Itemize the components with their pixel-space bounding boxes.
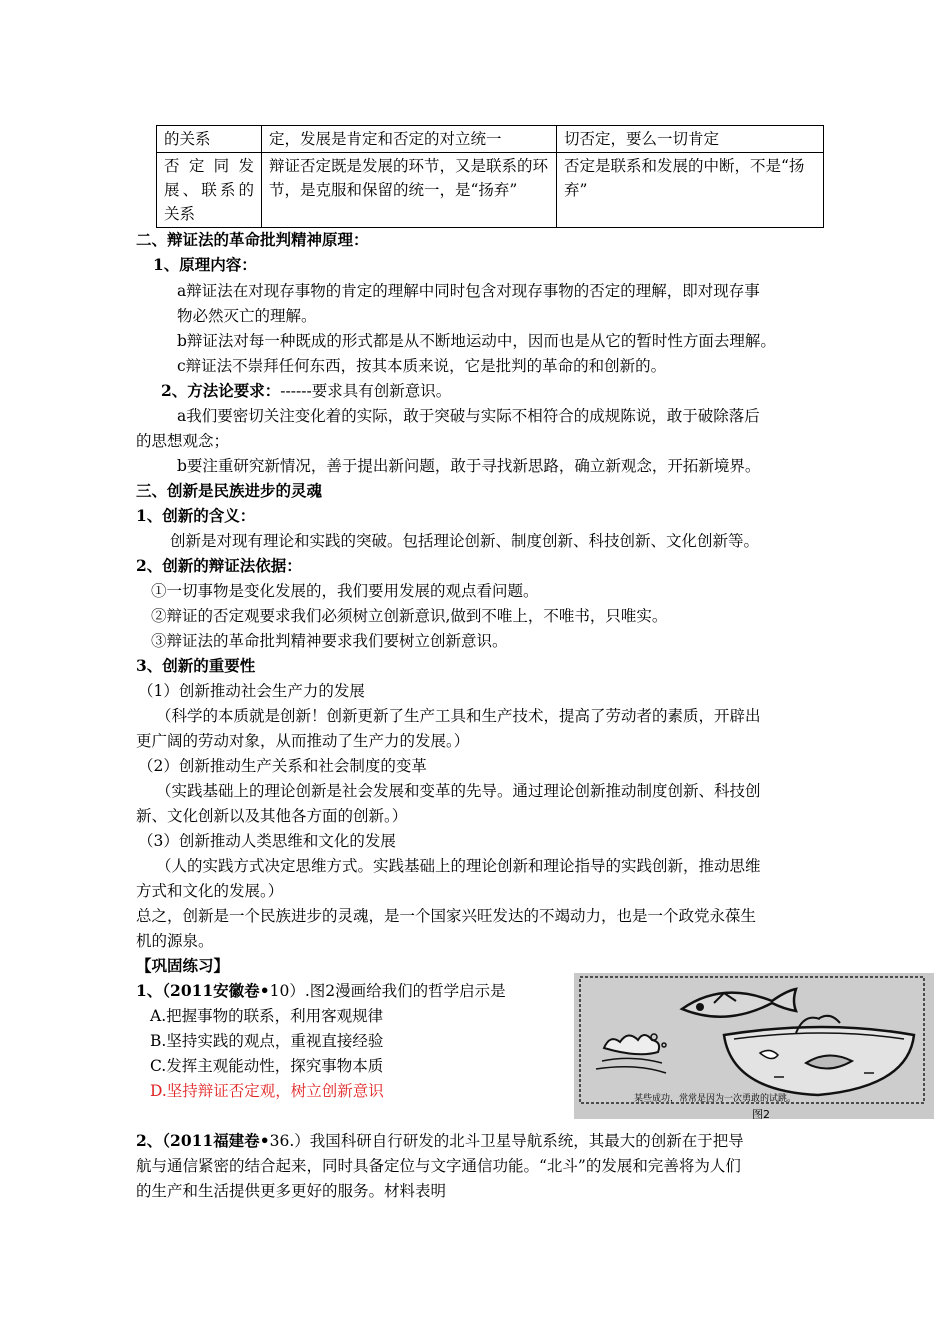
- paragraph: a我们要密切关注变化着的实际，敢于突破与实际不相符合的成规陈说，敢于破除落后: [177, 407, 760, 425]
- paragraph: 创新是对现有理论和实践的突破。包括理论创新、制度创新、科技创新、文化创新等。: [170, 532, 760, 550]
- question-source: （2011安徽卷: [162, 981, 260, 1000]
- cartoon-caption: 某些成功，常常是因为一次勇敢的试跳。: [634, 1094, 797, 1104]
- table-cell: 切否定，要么一切肯定: [557, 126, 824, 153]
- paragraph: 新、文化创新以及其他各方面的创新。）: [136, 807, 408, 825]
- paragraph: （人的实践方式决定思维方式。实践基础上的理论创新和理论指导的实践创新，推动思维: [156, 857, 761, 875]
- question-source: （2011福建卷: [162, 1131, 260, 1150]
- list-item: （3）创新推动人类思维和文化的发展: [138, 832, 396, 850]
- question-number: 2、: [136, 1131, 163, 1150]
- comparison-table: [156, 125, 824, 228]
- subheading: 2、方法论要求：: [161, 381, 281, 400]
- paragraph: 物必然灭亡的理解。: [177, 307, 317, 325]
- question-number: 1、: [136, 981, 163, 1000]
- subheading: 2、创新的辩证法依据：: [136, 556, 302, 575]
- paragraph: （实践基础上的理论创新是社会发展和变革的先导。通过理论创新推动制度创新、科技创: [156, 782, 761, 800]
- list-item: ③辩证法的革命批判精神要求我们要树立创新意识。: [151, 632, 508, 650]
- figure-label: 图2: [752, 1108, 770, 1119]
- paragraph: c辩证法不崇拜任何东西，按其本质来说，它是批判的革命的和创新的。: [177, 357, 667, 375]
- question-2: [136, 1129, 744, 1151]
- option-b: B.坚持实践的观点，重视直接经验: [150, 1032, 384, 1050]
- paragraph: 的生产和生活提供更多更好的服务。材料表明: [136, 1182, 447, 1200]
- paragraph: a辩证法在对现存事物的肯定的理解中同时包含对现存事物的否定的理解，即对现存事: [177, 282, 760, 300]
- paragraph: （科学的本质就是创新！创新更新了生产工具和生产技术，提高了劳动者的素质，开辟出: [156, 707, 761, 725]
- section-heading: 二、辩证法的革命批判精神原理：: [136, 230, 369, 249]
- section-heading: 三、创新是民族进步的灵魂: [136, 481, 323, 500]
- list-item: ②辩证的否定观要求我们必须树立创新意识,做到不唯上，不唯书，只唯实。: [151, 607, 668, 625]
- subheading-rest: ------要求具有创新意识。: [280, 382, 452, 400]
- option-c: C.发挥主观能动性，探究事物本质: [150, 1057, 384, 1075]
- table-cell: 辩证否定既是发展的环节，又是联系的环节，是克服和保留的统一，是“扬弃”: [262, 153, 557, 228]
- table-row: [157, 153, 824, 228]
- question-1: [136, 979, 506, 1001]
- section-heading: 【巩固练习】: [136, 956, 230, 975]
- table-cell: 的关系: [157, 126, 262, 153]
- subheading: 1、创新的含义：: [136, 506, 256, 525]
- paragraph: b辩证法对每一种既成的形式都是从不断地运动中，因而也是从它的暂时性方面去理解。: [177, 332, 776, 350]
- subheading: 3、创新的重要性: [136, 656, 256, 675]
- paragraph: 机的源泉。: [136, 932, 214, 950]
- cartoon-figure: [574, 973, 934, 1119]
- paragraph: 方式和文化的发展。）: [136, 882, 284, 900]
- list-item: （1）创新推动社会生产力的发展: [138, 682, 365, 700]
- paragraph: 更广阔的劳动对象，从而推动了生产力的发展。）: [136, 732, 470, 750]
- question-text: 10）.图2漫画给我们的哲学启示是: [269, 982, 506, 1000]
- table-cell: 否定是联系和发展的中断，不是“扬弃”: [557, 153, 824, 228]
- list-item: （2）创新推动生产关系和社会制度的变革: [138, 757, 427, 775]
- bullet-dot: •: [259, 1131, 270, 1150]
- option-a: A.把握事物的联系，利用客观规律: [150, 1007, 384, 1025]
- option-d-answer: D.坚持辩证否定观，树立创新意识: [150, 1082, 384, 1100]
- paragraph: 总之，创新是一个民族进步的灵魂，是一个国家兴旺发达的不竭动力，也是一个政党永葆生: [136, 907, 757, 925]
- list-item: ①一切事物是变化发展的，我们要用发展的观点看问题。: [151, 582, 539, 600]
- paragraph: 航与通信紧密的结合起来，同时具备定位与文字通信功能。“北斗”的发展和完善将为人们: [136, 1157, 741, 1175]
- question-text: 36.）我国科研自行研发的北斗卫星导航系统，其最大的创新在于把导: [269, 1132, 744, 1150]
- subheading-line: [161, 379, 451, 401]
- bullet-dot: •: [259, 981, 270, 1000]
- paragraph: 的思想观念；: [136, 432, 230, 450]
- paragraph: b要注重研究新情况，善于提出新问题，敢于寻找新思路，确立新观念，开拓新境界。: [177, 457, 761, 475]
- table-cell: 定，发展是肯定和否定的对立统一: [262, 126, 557, 153]
- subheading: 1、原理内容：: [153, 255, 257, 274]
- table-cell: 否 定 同 发 展、联系的关系: [157, 153, 262, 228]
- table-row: [157, 126, 824, 153]
